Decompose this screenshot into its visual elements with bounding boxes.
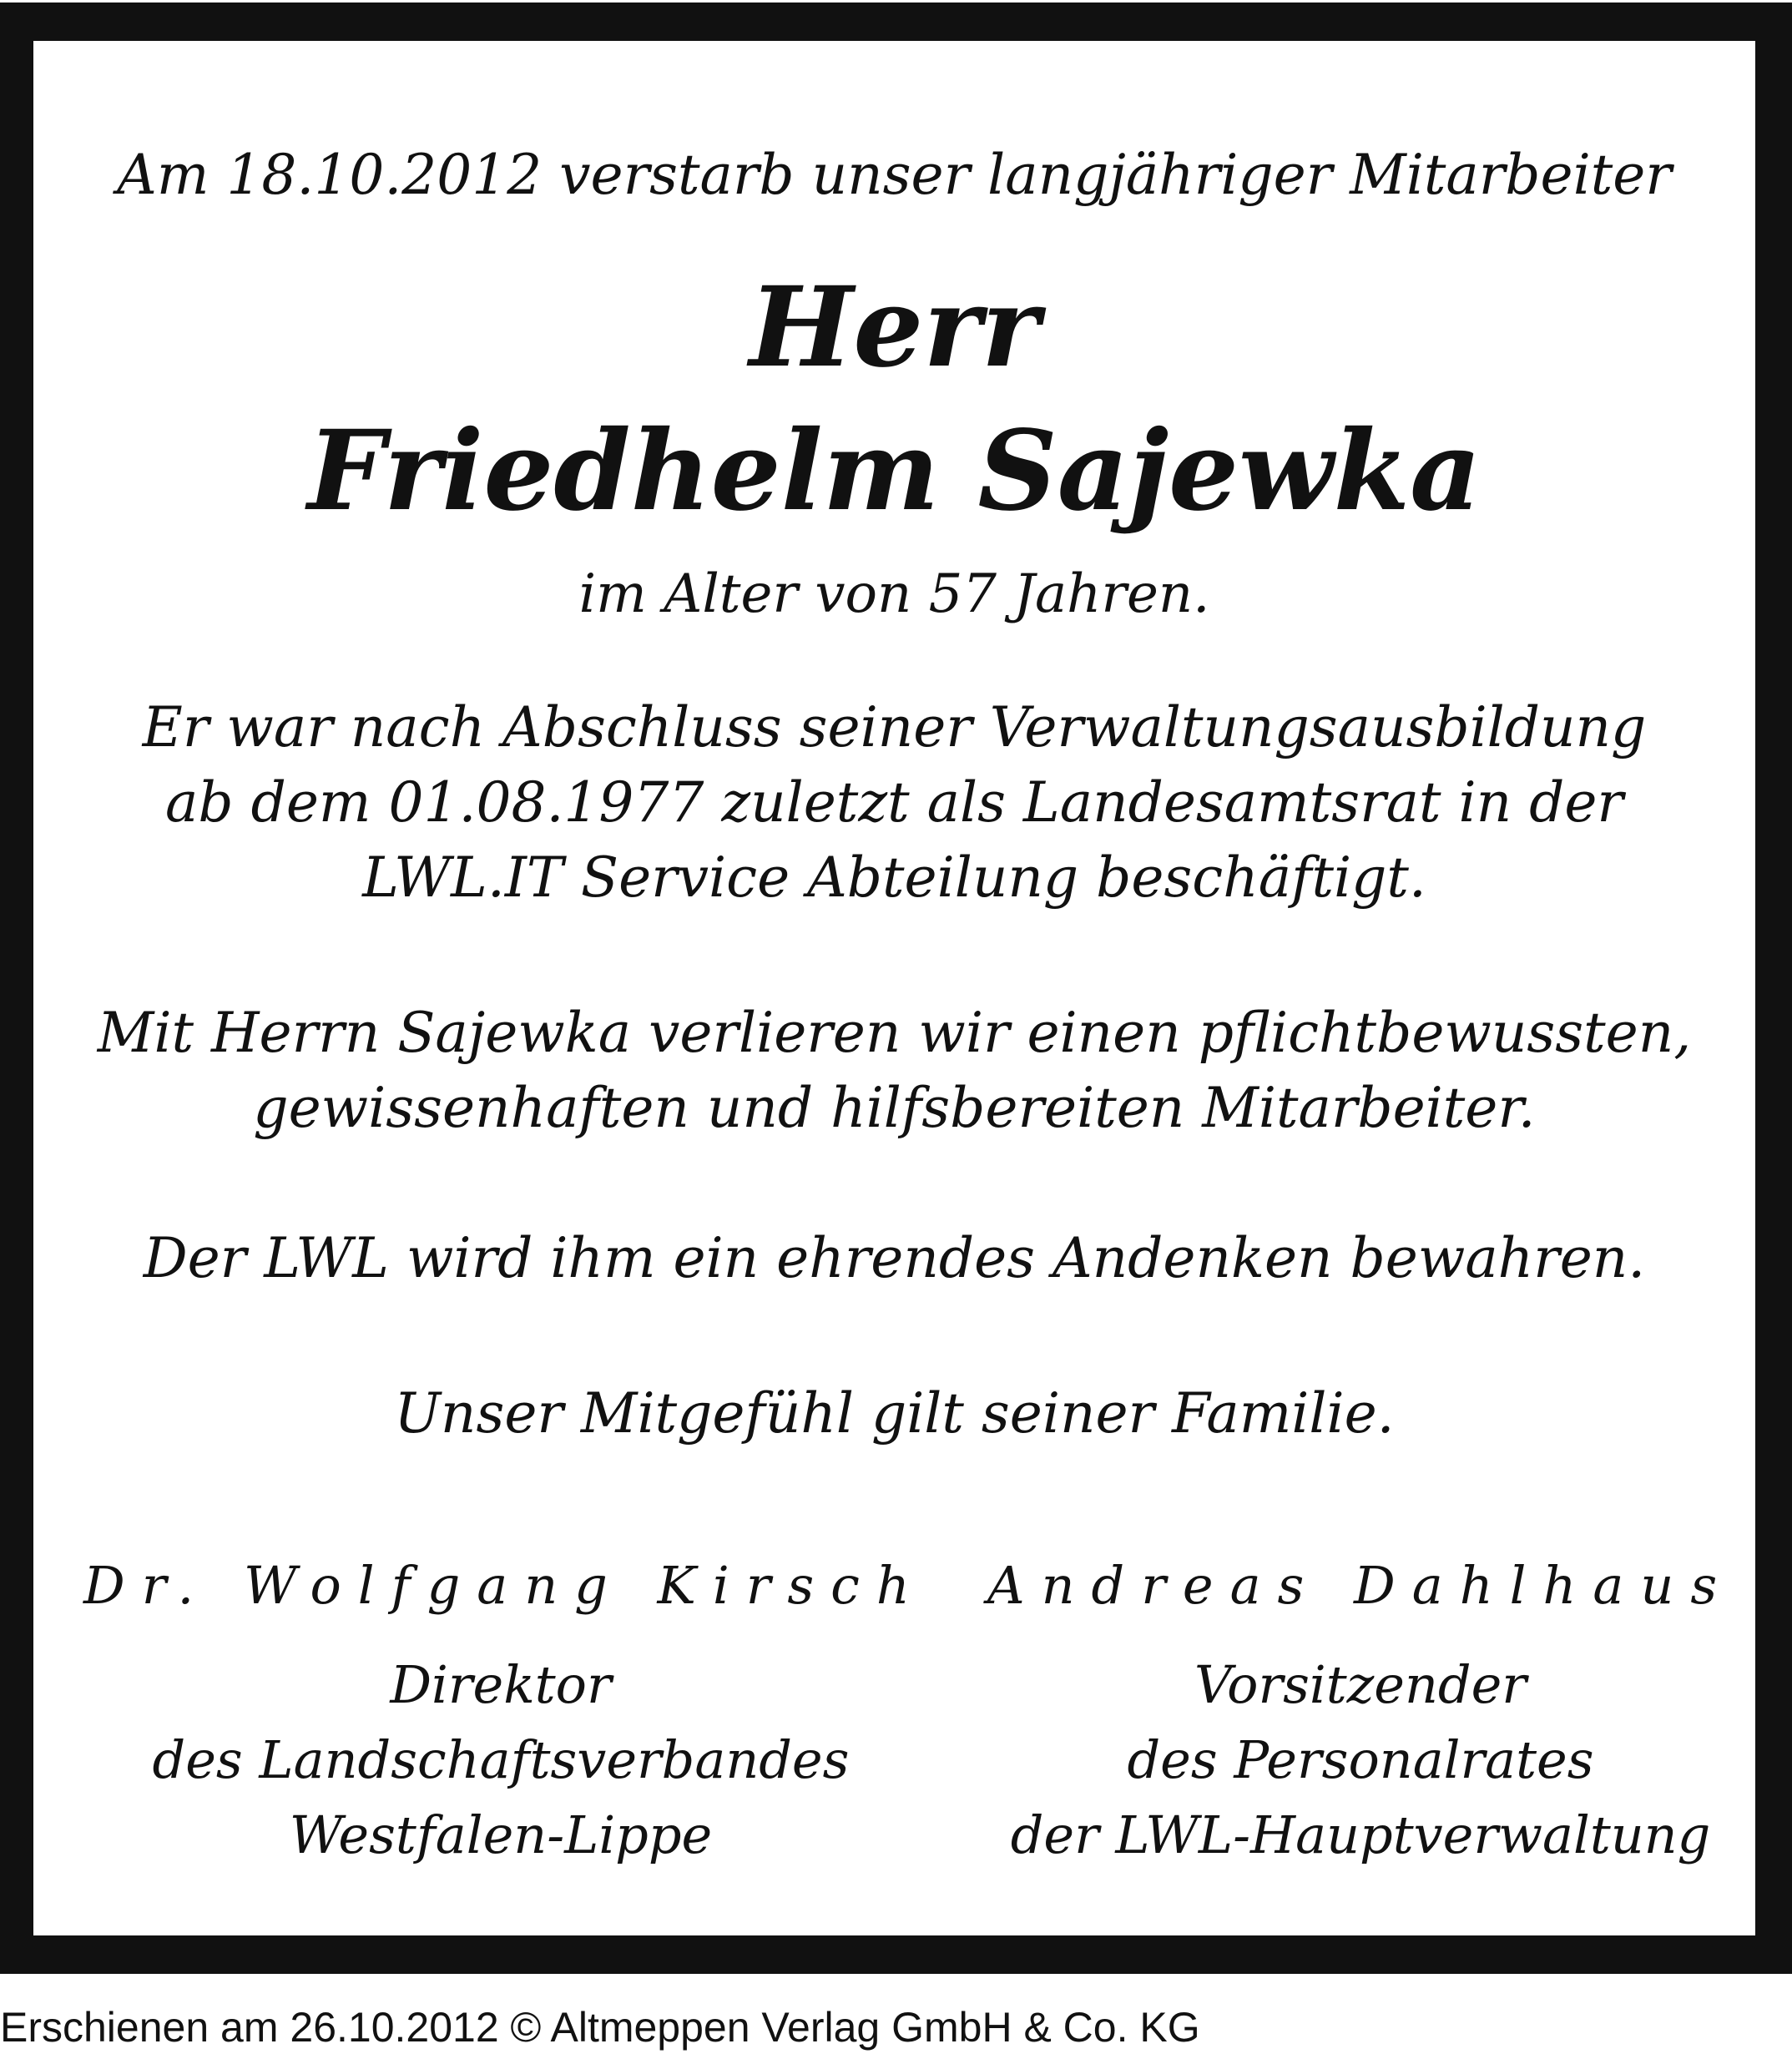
sympathy-text: Unser Mitgefühl gilt seiner Familie. bbox=[394, 1381, 1395, 1446]
tribute-line: gewissenhaften und hilfsbereiten Mitarbeiter. bbox=[253, 1076, 1536, 1140]
signatory-right bbox=[943, 1552, 1778, 1873]
career-paragraph bbox=[33, 690, 1755, 916]
signatory-role-line: des Landschaftsverbandes bbox=[152, 1729, 850, 1790]
signatory-left bbox=[83, 1552, 926, 1873]
tribute-paragraph bbox=[33, 996, 1755, 1146]
title-line-2: Friedhelm Sajewka bbox=[307, 406, 1482, 536]
signatory-name: Dr. Wolfgang Kirsch bbox=[83, 1555, 926, 1616]
signatory-role-line: der LWL-Hauptverwaltung bbox=[1010, 1804, 1711, 1865]
signatory-role-line: Direktor bbox=[390, 1654, 612, 1715]
publication-footer: Erschienen am 26.10.2012 © Altmeppen Verlag GmbH & Co. KG bbox=[0, 2004, 1200, 2051]
deceased-name bbox=[33, 256, 1755, 543]
title-line-1: Herr bbox=[749, 263, 1040, 392]
intro-text: Am 18.10.2012 verstarb unser langjähriger Mitarbeiter bbox=[117, 143, 1672, 207]
memory-text: Der LWL wird ihm ein ehrendes Andenken bewahren. bbox=[143, 1226, 1646, 1290]
career-line: Er war nach Abschluss seiner Verwaltungsausbildung bbox=[142, 695, 1647, 759]
tribute-line: Mit Herrn Sajewka verlieren wir einen pflichtbewussten, bbox=[97, 1001, 1692, 1065]
age-text: im Alter von 57 Jahren. bbox=[578, 563, 1210, 625]
signatory-role-line: Westfalen-Lippe bbox=[289, 1804, 713, 1865]
career-line: ab dem 01.08.1977 zuletzt als Landesamtsrat in der bbox=[165, 770, 1623, 835]
signatory-role-line: Vorsitzender bbox=[1194, 1654, 1527, 1715]
career-line: LWL.IT Service Abteilung beschäftigt. bbox=[362, 845, 1426, 910]
signatory-role-line: des Personalrates bbox=[1127, 1729, 1594, 1790]
signatory-name: Andreas Dahlhaus bbox=[987, 1555, 1734, 1616]
